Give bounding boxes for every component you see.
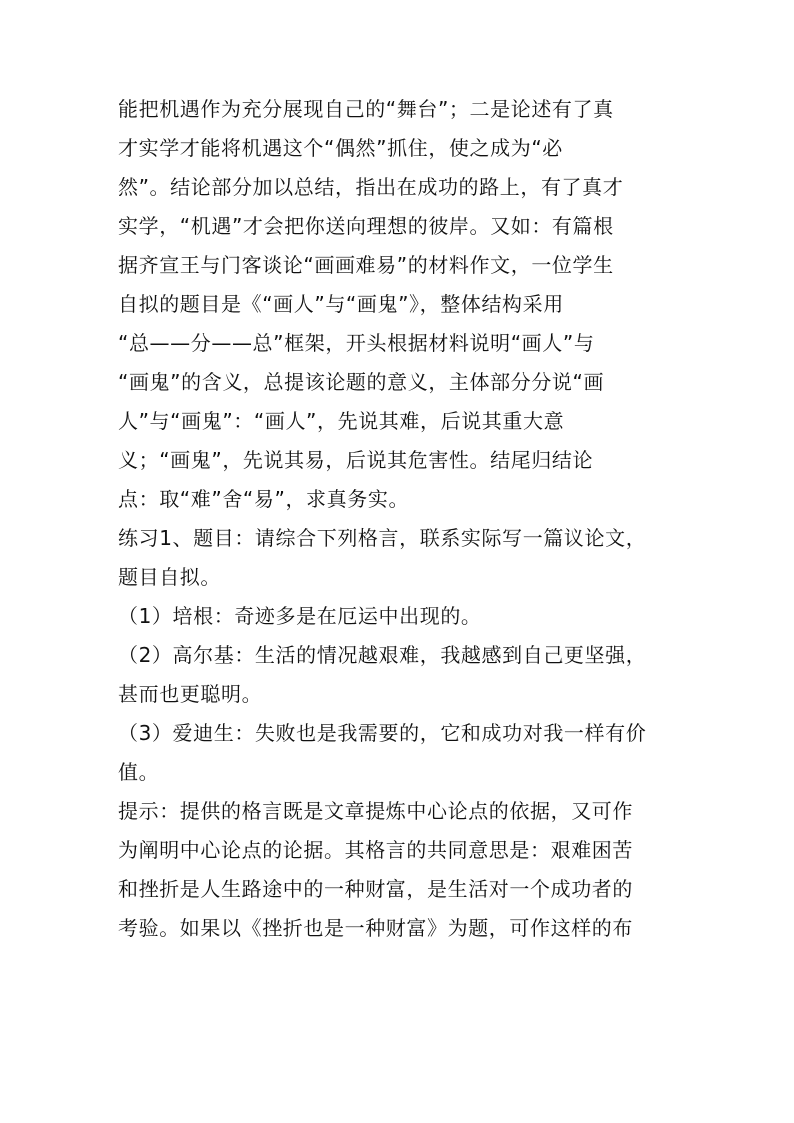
text-line: 为阐明中心论点的论据。其格言的共同意思是：艰难困苦 bbox=[118, 838, 633, 862]
document-body bbox=[118, 90, 684, 948]
text-line: 人”与“画鬼”：“画人”，先说其难，后说其重大意 bbox=[118, 409, 565, 433]
exercise-heading: 练习1、题目：请综合下列格言，联系实际写一篇议论文， bbox=[118, 526, 647, 550]
text-line: 能把机遇作为充分展现自己的“舞台”；二是论述有了真 bbox=[118, 97, 614, 121]
text-line: 据齐宣王与门客谈论“画画难易”的材料作文，一位学生 bbox=[118, 253, 614, 277]
text-line: 题目自拟。 bbox=[118, 565, 221, 589]
text-line: 义；“画鬼”，先说其易，后说其危害性。结尾归结论 bbox=[118, 448, 594, 472]
text-line: “画鬼”的含义，总提该论题的意义，主体部分分说“画 bbox=[118, 370, 605, 394]
quote-item: （1）培根：奇迹多是在厄运中出现的。 bbox=[118, 604, 482, 628]
text-line: 自拟的题目是《“画人”与“画鬼”》，整体结构采用 bbox=[118, 292, 564, 316]
hint-paragraph: 提示：提供的格言既是文章提炼中心论点的依据，又可作 bbox=[118, 799, 633, 823]
text-line: “总——分——总”框架，开头根据材料说明“画人”与 bbox=[118, 331, 595, 355]
text-line: 甚而也更聪明。 bbox=[118, 682, 263, 706]
quote-item: （3）爱迪生：失败也是我需要的，它和成功对我一样有价 bbox=[118, 721, 647, 745]
text-line: 实学，“机遇”才会把你送向理想的彼岸。又如：有篇根 bbox=[118, 214, 614, 238]
text-line: 考验。如果以《挫折也是一种财富》为题，可作这样的布 bbox=[118, 916, 633, 940]
text-line: 和挫折是人生路途中的一种财富，是生活对一个成功者的 bbox=[118, 877, 633, 901]
text-line: 然”。结论部分加以总结，指出在成功的路上，有了真才 bbox=[118, 175, 624, 199]
text-line: 点：取“难”舍“易”，求真务实。 bbox=[118, 487, 410, 511]
text-line: 才实学才能将机遇这个“偶然”抓住，使之成为“必 bbox=[118, 136, 563, 160]
text-line: 值。 bbox=[118, 760, 160, 784]
quote-item: （2）高尔基：生活的情况越艰难，我越感到自己更坚强， bbox=[118, 643, 647, 667]
